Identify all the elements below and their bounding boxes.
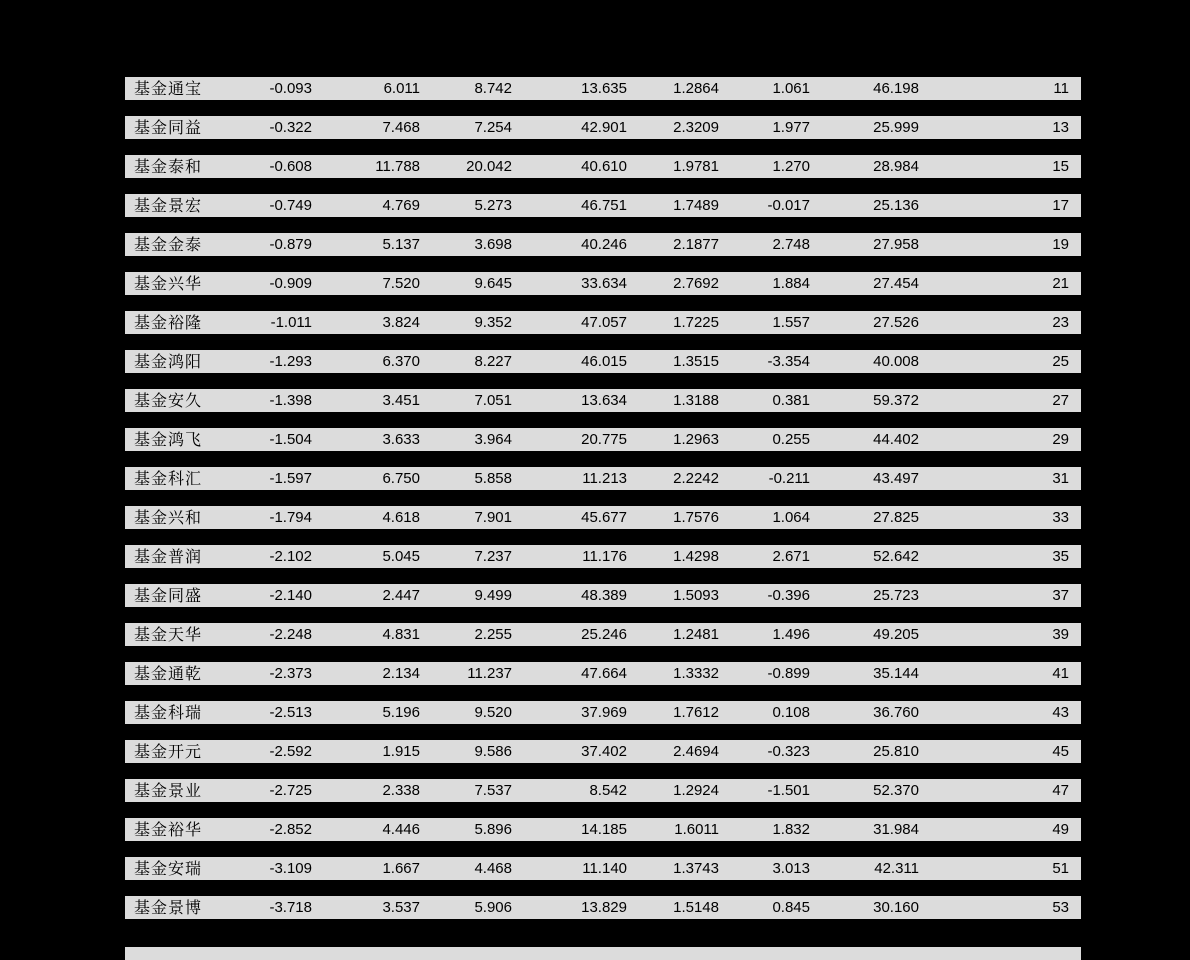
sequence-number-cell: 25 [1052,353,1069,370]
sequence-number-cell: 21 [1052,275,1069,292]
sequence-number-cell: 29 [1052,431,1069,448]
value-cell: 52.642 [873,548,919,565]
value-cell: 2.447 [382,587,420,604]
fund-name-cell: 基金景业 [134,781,203,800]
value-cell: 1.4298 [673,548,719,565]
value-cell: 1.5093 [673,587,719,604]
value-cell: 2.748 [772,236,810,253]
value-cell: 1.884 [772,275,810,292]
value-cell: 5.045 [382,548,420,565]
value-cell: 1.9781 [673,158,719,175]
table-row [125,389,1081,412]
value-cell: 9.499 [474,587,512,604]
fund-name-cell: 基金泰和 [134,157,203,176]
value-cell: -0.323 [767,743,810,760]
value-cell: 1.7576 [673,509,719,526]
value-cell: 2.2242 [673,470,719,487]
value-cell: 27.958 [873,236,919,253]
table-row [125,77,1081,100]
value-cell: 11.237 [467,665,512,682]
fund-name-cell: 基金兴和 [134,508,203,527]
sequence-number-cell: 19 [1052,236,1069,253]
value-cell: 2.338 [382,782,420,799]
value-cell: 28.984 [873,158,919,175]
value-cell: 47.057 [581,314,627,331]
value-cell: 46.751 [581,197,627,214]
value-cell: 0.255 [772,431,810,448]
sequence-number-cell: 23 [1052,314,1069,331]
value-cell: 1.270 [772,158,810,175]
value-cell: 1.496 [772,626,810,643]
value-cell: 2.1877 [673,236,719,253]
value-cell: 8.227 [474,353,512,370]
value-cell: 46.198 [873,80,919,97]
table-row [125,350,1081,373]
table-row [125,623,1081,646]
value-cell: -0.322 [269,119,312,136]
value-cell: 1.557 [772,314,810,331]
table-row [125,740,1081,763]
value-cell: -3.354 [767,353,810,370]
value-cell: -2.102 [269,548,312,565]
table-row [125,818,1081,841]
sequence-number-cell: 47 [1052,782,1069,799]
sequence-number-cell: 11 [1053,80,1069,97]
value-cell: 20.775 [581,431,627,448]
value-cell: 4.618 [382,509,420,526]
value-cell: 25.136 [873,197,919,214]
value-cell: 42.311 [874,860,919,877]
fund-name-cell: 基金同益 [134,118,203,137]
value-cell: -1.597 [269,470,312,487]
value-cell: -1.293 [269,353,312,370]
table-row [125,233,1081,256]
value-cell: -1.794 [269,509,312,526]
value-cell: 2.3209 [673,119,719,136]
value-cell: -2.513 [269,704,312,721]
value-cell: 1.3188 [673,392,719,409]
value-cell: 20.042 [466,158,512,175]
value-cell: 9.520 [474,704,512,721]
value-cell: 7.901 [474,509,512,526]
truncated-row [125,947,1081,960]
value-cell: -0.211 [768,470,810,487]
value-cell: 27.526 [873,314,919,331]
value-cell: -0.899 [767,665,810,682]
fund-name-cell: 基金鸿阳 [134,352,203,371]
sequence-number-cell: 15 [1052,158,1069,175]
value-cell: -0.017 [767,197,810,214]
value-cell: 4.831 [382,626,420,643]
fund-name-cell: 基金科瑞 [134,703,203,722]
value-cell: -2.852 [269,821,312,838]
value-cell: 7.051 [474,392,512,409]
value-cell: 2.671 [772,548,810,565]
sequence-number-cell: 27 [1052,392,1069,409]
value-cell: 36.760 [873,704,919,721]
value-cell: 1.2963 [673,431,719,448]
value-cell: 7.468 [382,119,420,136]
value-cell: 9.586 [474,743,512,760]
value-cell: 2.4694 [673,743,719,760]
value-cell: 49.205 [873,626,919,643]
value-cell: 25.246 [581,626,627,643]
value-cell: -1.011 [270,314,312,331]
sequence-number-cell: 17 [1052,197,1069,214]
value-cell: -0.396 [767,587,810,604]
value-cell: 5.196 [382,704,420,721]
value-cell: 1.3515 [673,353,719,370]
sequence-number-cell: 45 [1052,743,1069,760]
sequence-number-cell: 33 [1052,509,1069,526]
value-cell: 3.633 [382,431,420,448]
value-cell: 7.237 [474,548,512,565]
fund-name-cell: 基金通宝 [134,79,203,98]
value-cell: 3.964 [474,431,512,448]
table-row [125,779,1081,802]
value-cell: 43.497 [873,470,919,487]
value-cell: 7.254 [474,119,512,136]
value-cell: 11.176 [582,548,627,565]
value-cell: -1.501 [767,782,810,799]
value-cell: 8.742 [474,80,512,97]
value-cell: 0.381 [772,392,810,409]
table-row [125,467,1081,490]
value-cell: 35.144 [873,665,919,682]
value-cell: 37.402 [581,743,627,760]
value-cell: 11.788 [375,158,420,175]
value-cell: 1.3332 [673,665,719,682]
fund-name-cell: 基金景博 [134,898,203,917]
fund-name-cell: 基金裕隆 [134,313,203,332]
sequence-number-cell: 51 [1052,860,1069,877]
table-row [125,545,1081,568]
sequence-number-cell: 43 [1052,704,1069,721]
value-cell: 2.7692 [673,275,719,292]
value-cell: 3.698 [474,236,512,253]
fund-name-cell: 基金裕华 [134,820,203,839]
value-cell: -2.725 [269,782,312,799]
value-cell: 3.013 [772,860,810,877]
value-cell: 5.137 [382,236,420,253]
value-cell: 25.999 [873,119,919,136]
sequence-number-cell: 35 [1052,548,1069,565]
value-cell: 27.454 [873,275,919,292]
value-cell: -2.373 [269,665,312,682]
value-cell: -2.248 [269,626,312,643]
sequence-number-cell: 41 [1052,665,1069,682]
table-row [125,662,1081,685]
table-row [125,506,1081,529]
value-cell: 5.858 [474,470,512,487]
value-cell: 45.677 [581,509,627,526]
fund-name-cell: 基金通乾 [134,664,203,683]
value-cell: 25.723 [873,587,919,604]
value-cell: -0.608 [269,158,312,175]
value-cell: 3.824 [382,314,420,331]
table-row [125,701,1081,724]
table-row [125,896,1081,919]
value-cell: 40.008 [873,353,919,370]
value-cell: 7.537 [474,782,512,799]
fund-name-cell: 基金金泰 [134,235,203,254]
value-cell: 31.984 [873,821,919,838]
table-row [125,272,1081,295]
table-row [125,428,1081,451]
value-cell: -3.109 [269,860,312,877]
value-cell: 1.977 [772,119,810,136]
value-cell: 1.667 [382,860,420,877]
sequence-number-cell: 31 [1052,470,1069,487]
value-cell: 3.537 [382,899,420,916]
value-cell: 1.5148 [673,899,719,916]
value-cell: 4.769 [382,197,420,214]
value-cell: 1.7612 [673,704,719,721]
value-cell: 48.389 [581,587,627,604]
value-cell: 8.542 [589,782,627,799]
value-cell: 7.520 [382,275,420,292]
sequence-number-cell: 37 [1052,587,1069,604]
value-cell: 11.213 [582,470,627,487]
table-row [125,311,1081,334]
value-cell: 2.134 [382,665,420,682]
fund-name-cell: 基金科汇 [134,469,203,488]
table-row [125,584,1081,607]
value-cell: -2.140 [269,587,312,604]
table-row [125,155,1081,178]
fund-name-cell: 基金普润 [134,547,203,566]
value-cell: 14.185 [581,821,627,838]
value-cell: 59.372 [873,392,919,409]
value-cell: 6.370 [382,353,420,370]
value-cell: -0.879 [269,236,312,253]
value-cell: 1.064 [772,509,810,526]
value-cell: 5.906 [474,899,512,916]
value-cell: 27.825 [873,509,919,526]
fund-name-cell: 基金景宏 [134,196,203,215]
value-cell: -0.749 [269,197,312,214]
value-cell: 52.370 [873,782,919,799]
table-row [125,194,1081,217]
fund-name-cell: 基金鸿飞 [134,430,203,449]
value-cell: 47.664 [581,665,627,682]
fund-name-cell: 基金开元 [134,742,203,761]
value-cell: 42.901 [581,119,627,136]
value-cell: -2.592 [269,743,312,760]
value-cell: 37.969 [581,704,627,721]
fund-name-cell: 基金同盛 [134,586,203,605]
value-cell: 1.7489 [673,197,719,214]
value-cell: 11.140 [582,860,627,877]
value-cell: 1.3743 [673,860,719,877]
table-row [125,857,1081,880]
sequence-number-cell: 53 [1052,899,1069,916]
value-cell: -1.398 [269,392,312,409]
value-cell: 46.015 [581,353,627,370]
value-cell: 4.468 [474,860,512,877]
value-cell: 40.610 [581,158,627,175]
value-cell: 1.2481 [673,626,719,643]
value-cell: 5.896 [474,821,512,838]
value-cell: 33.634 [581,275,627,292]
fund-name-cell: 基金安瑞 [134,859,203,878]
value-cell: 9.645 [474,275,512,292]
value-cell: -1.504 [269,431,312,448]
value-cell: -0.909 [269,275,312,292]
value-cell: 13.635 [581,80,627,97]
value-cell: 1.7225 [673,314,719,331]
value-cell: 1.061 [772,80,810,97]
table-row [125,116,1081,139]
value-cell: -0.093 [269,80,312,97]
value-cell: 5.273 [474,197,512,214]
value-cell: 6.750 [382,470,420,487]
value-cell: 13.829 [581,899,627,916]
fund-name-cell: 基金兴华 [134,274,203,293]
fund-name-cell: 基金天华 [134,625,203,644]
fund-name-cell: 基金安久 [134,391,203,410]
value-cell: 0.108 [772,704,810,721]
value-cell: 1.2864 [673,80,719,97]
value-cell: 30.160 [873,899,919,916]
value-cell: 1.832 [772,821,810,838]
value-cell: 3.451 [382,392,420,409]
value-cell: 4.446 [382,821,420,838]
value-cell: 1.915 [382,743,420,760]
value-cell: 6.011 [383,80,420,97]
fund-table [125,77,1081,935]
sequence-number-cell: 49 [1052,821,1069,838]
value-cell: 1.6011 [674,821,719,838]
value-cell: 9.352 [474,314,512,331]
value-cell: -3.718 [269,899,312,916]
value-cell: 40.246 [581,236,627,253]
value-cell: 0.845 [772,899,810,916]
value-cell: 25.810 [873,743,919,760]
value-cell: 13.634 [581,392,627,409]
sequence-number-cell: 13 [1052,119,1069,136]
value-cell: 2.255 [474,626,512,643]
value-cell: 44.402 [873,431,919,448]
sequence-number-cell: 39 [1052,626,1069,643]
value-cell: 1.2924 [673,782,719,799]
